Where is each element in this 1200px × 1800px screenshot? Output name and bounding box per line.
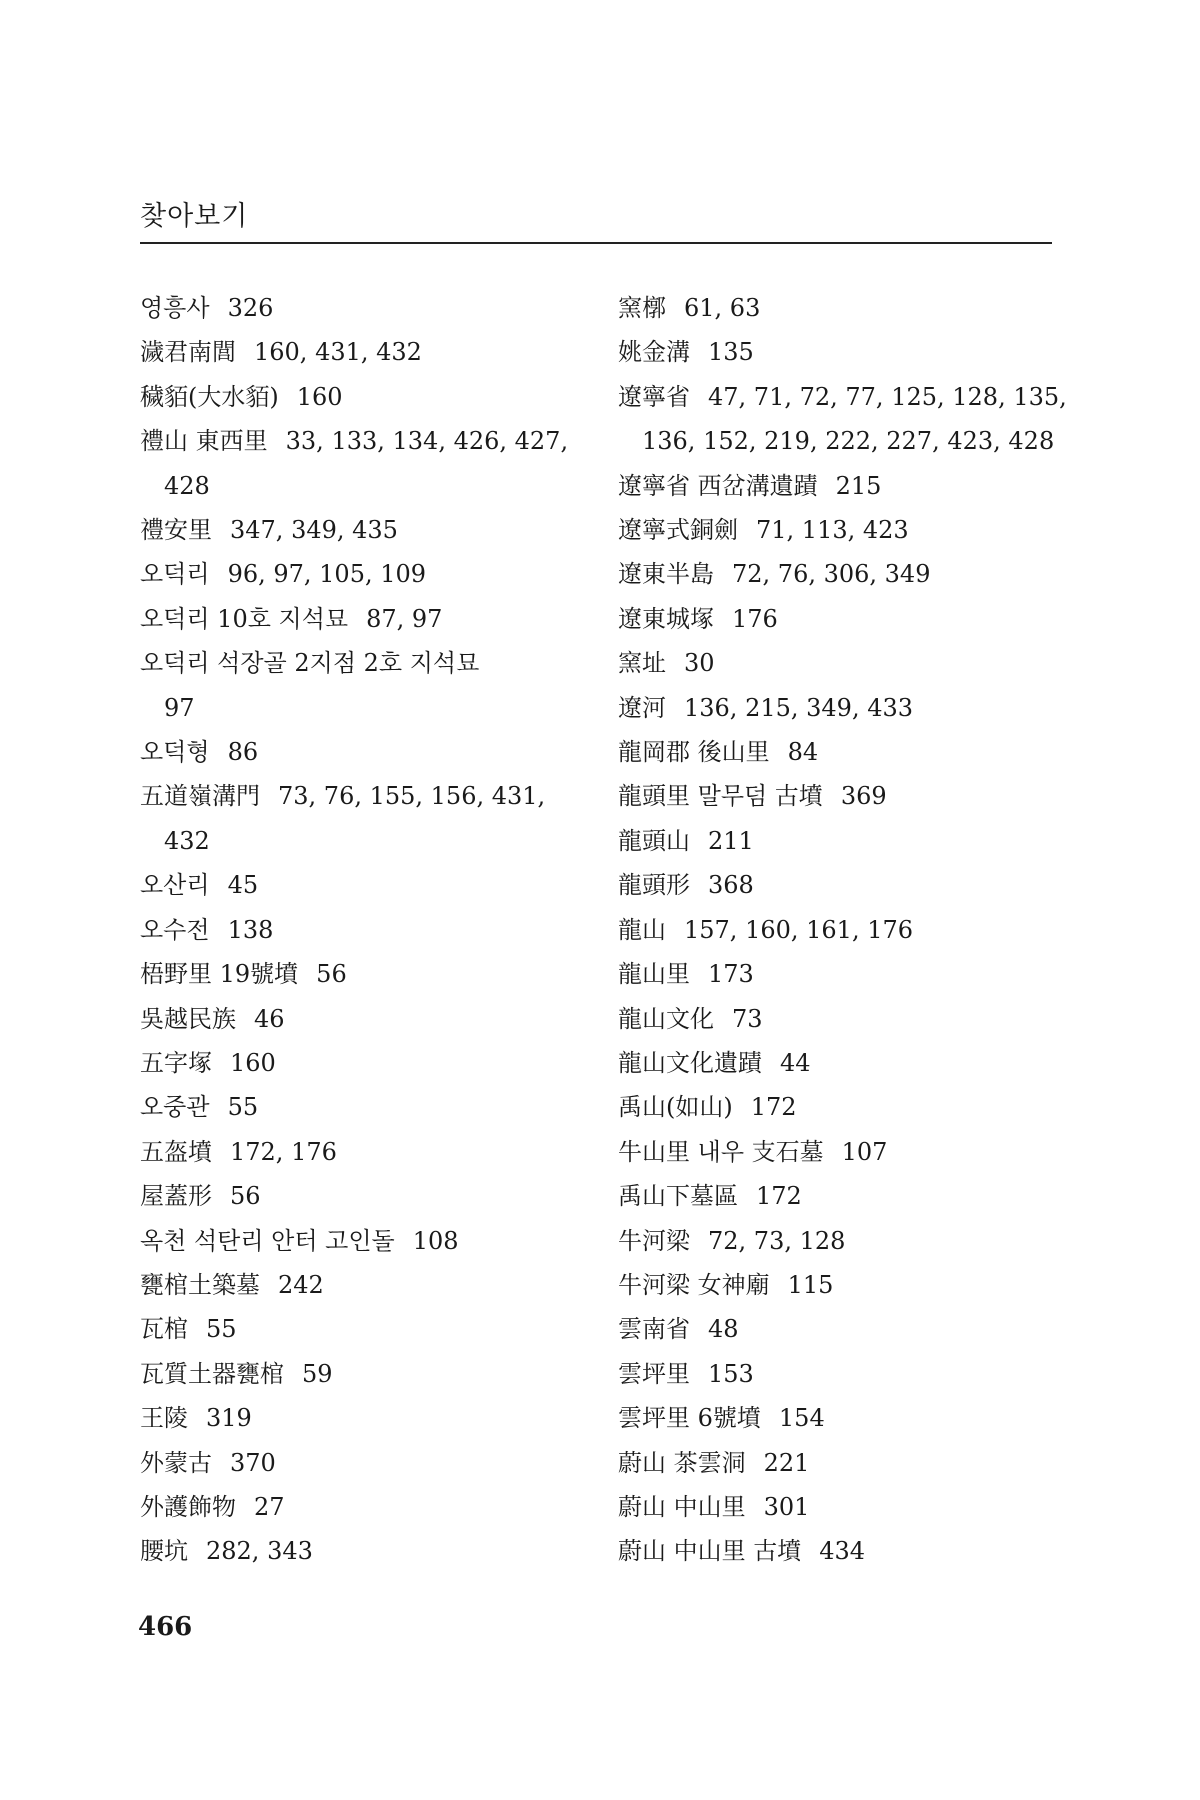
index-entry xyxy=(618,774,1058,818)
index-entry xyxy=(618,1174,1058,1218)
index-term: 오덕리 10호 지석묘 xyxy=(140,604,349,633)
index-pages: 160 xyxy=(230,1048,276,1077)
index-pages: 135 xyxy=(708,338,754,367)
index-entry xyxy=(140,1085,580,1129)
index-entry xyxy=(618,330,1058,374)
index-term: 遼寧省 xyxy=(618,382,690,411)
index-term: 屋蓋形 xyxy=(140,1182,212,1211)
index-entry xyxy=(618,1263,1058,1307)
index-term: 甕棺土築墓 xyxy=(140,1270,260,1299)
index-pages: 59 xyxy=(302,1359,333,1388)
index-pages: 370 xyxy=(230,1448,276,1477)
index-entry xyxy=(140,508,580,552)
index-term: 雲南省 xyxy=(618,1315,690,1344)
index-entry xyxy=(618,597,1058,641)
index-pages: 157, 160, 161, 176 xyxy=(684,915,914,944)
index-entry xyxy=(618,997,1058,1041)
index-entry xyxy=(140,1396,580,1440)
index-entry xyxy=(140,819,580,863)
index-entry xyxy=(140,597,580,641)
index-term: 遼河 xyxy=(618,693,666,722)
page-header xyxy=(140,198,1052,244)
index-pages: 84 xyxy=(787,738,819,767)
index-term: 牛河梁 女神廟 xyxy=(618,1270,770,1299)
index-pages: 107 xyxy=(841,1137,888,1166)
index-term: 오수전 xyxy=(140,915,210,944)
index-term: 濊君南閭 xyxy=(140,338,236,367)
index-entry xyxy=(618,1130,1058,1174)
index-entry xyxy=(140,1485,580,1529)
index-entry xyxy=(618,1219,1058,1263)
index-entry xyxy=(140,863,580,907)
index-pages: 326 xyxy=(227,294,274,322)
index-entry xyxy=(618,1041,1058,1085)
index-term: 五盔墳 xyxy=(140,1137,212,1166)
index-pages: 172 xyxy=(756,1182,802,1211)
index-entry xyxy=(618,686,1058,730)
index-pages: 61, 63 xyxy=(684,294,761,322)
index-term: 雲坪里 6號墳 xyxy=(618,1404,761,1433)
index-term: 蔚山 中山里 xyxy=(618,1492,746,1521)
index-entry xyxy=(618,419,1058,463)
index-pages: 172 xyxy=(750,1093,797,1122)
index-term: 蔚山 中山里 古墳 xyxy=(618,1537,802,1566)
index-pages: 242 xyxy=(278,1270,324,1299)
index-pages: 301 xyxy=(763,1492,810,1521)
index-entry xyxy=(618,1352,1058,1396)
index-entry xyxy=(618,952,1058,996)
index-entry xyxy=(140,686,580,730)
index-entry xyxy=(140,419,580,463)
index-pages: 115 xyxy=(787,1270,834,1299)
index-term: 腰坑 xyxy=(140,1537,188,1566)
index-pages: 432 xyxy=(164,826,210,855)
index-pages: 215 xyxy=(835,471,882,500)
index-term: 龍頭形 xyxy=(618,871,690,900)
index-entry xyxy=(140,1441,580,1485)
index-pages: 86 xyxy=(227,738,259,767)
index-entry xyxy=(618,908,1058,952)
index-entry xyxy=(618,863,1058,907)
index-term: 영흥사 xyxy=(140,294,210,322)
index-pages: 282, 343 xyxy=(206,1537,313,1566)
index-pages: 160, 431, 432 xyxy=(254,338,422,367)
section-title: 찾아보기 xyxy=(140,201,249,232)
index-entry xyxy=(618,1307,1058,1351)
index-pages: 108 xyxy=(412,1226,459,1255)
index-entry xyxy=(618,464,1058,508)
index-entry xyxy=(140,1219,580,1263)
index-entry xyxy=(618,1529,1058,1573)
index-term: 龍山文化 xyxy=(618,1004,714,1033)
index-term: 龍頭里 말무덤 古墳 xyxy=(618,782,823,811)
index-entry xyxy=(140,774,580,818)
index-pages: 56 xyxy=(230,1182,261,1211)
index-term: 雲坪里 xyxy=(618,1359,690,1388)
index-pages: 153 xyxy=(708,1359,754,1388)
index-pages: 47, 71, 72, 77, 125, 128, 135, xyxy=(708,382,1067,411)
index-entry xyxy=(140,952,580,996)
index-entry xyxy=(140,1041,580,1085)
index-term: 오덕형 xyxy=(140,738,210,767)
index-pages: 73, 76, 155, 156, 431, xyxy=(278,782,546,811)
index-term: 龍山里 xyxy=(618,960,690,989)
index-term: 窯址 xyxy=(618,649,666,678)
header-rule xyxy=(140,242,1052,244)
index-entry xyxy=(140,375,580,419)
index-pages: 319 xyxy=(206,1404,252,1433)
index-entry xyxy=(140,1352,580,1396)
index-entry xyxy=(618,1396,1058,1440)
index-entry xyxy=(140,330,580,374)
index-entry xyxy=(140,1307,580,1351)
index-pages: 72, 73, 128 xyxy=(708,1226,846,1255)
index-term: 蔚山 茶雲洞 xyxy=(618,1448,746,1477)
index-entry xyxy=(140,908,580,952)
index-term: 牛河梁 xyxy=(618,1226,690,1255)
index-pages: 30 xyxy=(684,649,715,678)
index-entry xyxy=(618,286,1058,330)
index-term: 오덕리 석장골 2지점 2호 지석묘 xyxy=(140,649,480,678)
index-entry xyxy=(618,1085,1058,1129)
index-column-right xyxy=(618,286,1067,1574)
index-term: 姚金溝 xyxy=(618,338,690,367)
index-pages: 221 xyxy=(763,1448,810,1477)
index-term: 遼東城塚 xyxy=(618,604,714,633)
index-pages: 160 xyxy=(296,382,343,411)
index-term: 龍山文化遺蹟 xyxy=(618,1048,762,1077)
index-entry xyxy=(140,997,580,1041)
index-entry xyxy=(618,375,1067,419)
index-term: 穢貊(大水貊) xyxy=(140,382,279,411)
index-pages: 211 xyxy=(708,826,754,855)
index-pages: 71, 113, 423 xyxy=(756,516,909,545)
index-pages: 173 xyxy=(708,960,754,989)
index-pages: 72, 76, 306, 349 xyxy=(732,560,931,589)
index-pages: 27 xyxy=(254,1492,285,1521)
index-term: 五道嶺溝門 xyxy=(140,782,260,811)
index-term: 遼寧式銅劍 xyxy=(618,516,738,545)
index-pages: 347, 349, 435 xyxy=(230,516,398,545)
index-term: 오산리 xyxy=(140,871,210,900)
index-entry xyxy=(140,286,580,330)
index-term: 王陵 xyxy=(140,1404,188,1433)
index-term: 龍頭山 xyxy=(618,826,690,855)
index-entry xyxy=(140,1263,580,1307)
index-pages: 44 xyxy=(780,1048,811,1077)
index-pages: 176 xyxy=(732,604,778,633)
index-pages: 33, 133, 134, 426, 427, xyxy=(285,427,569,456)
index-pages: 154 xyxy=(778,1404,825,1433)
index-entry xyxy=(140,641,580,685)
index-column-left xyxy=(140,286,580,1574)
index-pages: 55 xyxy=(227,1093,259,1122)
index-entry xyxy=(618,552,1058,596)
index-term: 吳越民族 xyxy=(140,1004,236,1033)
index-term: 瓦質土器甕棺 xyxy=(140,1359,284,1388)
index-term: 遼寧省 西岔溝遺蹟 xyxy=(618,471,818,500)
index-entry xyxy=(618,641,1058,685)
index-pages: 136, 215, 349, 433 xyxy=(684,693,914,722)
index-entry xyxy=(618,1485,1058,1529)
index-pages: 434 xyxy=(819,1537,866,1566)
index-term: 窯槨 xyxy=(618,294,666,322)
index-term: 오덕리 xyxy=(140,560,210,589)
index-pages: 172, 176 xyxy=(230,1137,337,1166)
index-entry xyxy=(140,552,580,596)
index-term: 龍岡郡 後山里 xyxy=(618,738,770,767)
index-term: 禹山(如山) xyxy=(618,1093,733,1122)
index-term: 禮安里 xyxy=(140,516,212,545)
index-entry xyxy=(140,1130,580,1174)
index-entry xyxy=(140,1529,580,1573)
index-entry xyxy=(140,1174,580,1218)
index-term: 옥천 석탄리 안터 고인돌 xyxy=(140,1226,395,1255)
index-term: 外蒙古 xyxy=(140,1448,212,1477)
index-pages: 73 xyxy=(732,1004,763,1033)
index-pages: 45 xyxy=(227,871,259,900)
index-entry xyxy=(618,508,1058,552)
index-term: 五字塚 xyxy=(140,1048,212,1077)
index-term: 禮山 東西里 xyxy=(140,427,268,456)
index-term: 梧野里 19號墳 xyxy=(140,960,299,989)
index-entry xyxy=(140,730,580,774)
index-entry xyxy=(618,1441,1058,1485)
index-entry xyxy=(618,819,1058,863)
index-pages: 55 xyxy=(206,1315,237,1344)
index-term: 龍山 xyxy=(618,915,666,944)
index-entry xyxy=(140,464,580,508)
index-pages: 87, 97 xyxy=(366,604,443,633)
index-pages: 97 xyxy=(164,693,195,722)
index-term: 瓦棺 xyxy=(140,1315,188,1344)
page-number: 466 xyxy=(138,1612,193,1642)
index-term: 牛山里 내우 支石墓 xyxy=(618,1137,824,1166)
index-pages: 138 xyxy=(227,915,274,944)
index-pages: 428 xyxy=(164,471,210,500)
index-term: 오중관 xyxy=(140,1093,210,1122)
index-pages: 369 xyxy=(840,782,887,811)
index-term: 遼東半島 xyxy=(618,560,714,589)
index-term: 外護飾物 xyxy=(140,1492,236,1521)
index-pages: 96, 97, 105, 109 xyxy=(227,560,427,589)
index-pages: 136, 152, 219, 222, 227, 423, 428 xyxy=(642,427,1055,456)
index-pages: 368 xyxy=(708,871,754,900)
index-term: 禹山下墓區 xyxy=(618,1182,738,1211)
index-pages: 48 xyxy=(708,1315,739,1344)
index-pages: 56 xyxy=(316,960,347,989)
index-pages: 46 xyxy=(254,1004,285,1033)
index-entry xyxy=(618,730,1058,774)
